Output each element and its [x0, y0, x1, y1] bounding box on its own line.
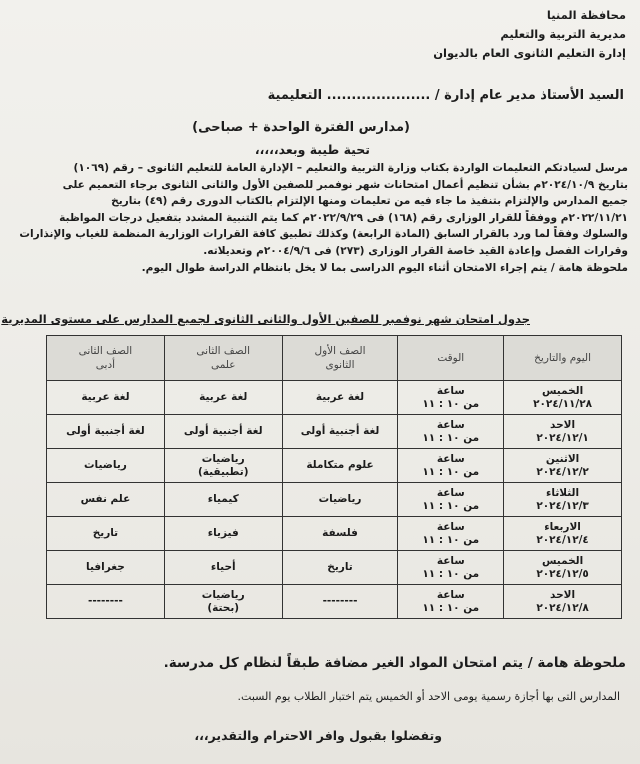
cell-grade2-science: أحياء: [164, 551, 282, 585]
table-title: جدول امتحان شهر نوفمبر للصفين الأول والثانى الثانوى لجميع المدارس على مستوى المديرية: [1, 312, 530, 326]
cell-grade1: علوم متكاملة: [282, 449, 398, 483]
body-line: بتاريخ ٢٠٢٤/١٠/٩م بشأن تنظيم أعمال امتحانات شهر نوفمبر للصفين الأول والثانى الثانوى برجاء التعميم على: [62, 178, 628, 191]
cell-grade2-literary: تاريخ: [47, 517, 165, 551]
cell-grade2-science: كيمياء: [164, 483, 282, 517]
cell-grade2-science: رياضيات (بحتة): [164, 585, 282, 619]
header-time: الوقت: [398, 336, 504, 381]
cell-grade2-literary: جغرافيا: [47, 551, 165, 585]
cell-day-date: الخميس ٢٠٢٤/١١/٢٨: [504, 381, 622, 415]
table-row: [47, 483, 622, 517]
cell-grade1: لغة أجنبية أولى: [282, 415, 398, 449]
body-line: جميع المدارس والإلتزام بتنفيذ ما جاء فيه من تعليمات ومنها الإلتزام بالكتاب الدورى رقم (٤٩) بتاريخ: [111, 195, 628, 208]
table-row: [47, 517, 622, 551]
cell-time: ساعة من ١٠ : ١١: [398, 449, 504, 483]
body-note: ملحوظة هامة / يتم إجراء الامتحان أثناء اليوم الدراسى بما لا يخل بانتظام الدراسة طوال اليوم.: [141, 261, 628, 274]
letter-body: [14, 160, 628, 276]
cell-grade1: لغة عربية: [282, 381, 398, 415]
schools-subtitle: (مدارس الفترة الواحدة + صباحى): [192, 120, 410, 135]
body-line: مرسل لسيادتكم التعليمات الواردة بكتاب وزارة التربية والتعليم – الإدارة العامة للتعليم الثانوى – رقم (١٠٦٩): [73, 162, 628, 174]
letterhead-governorate: محافظة المنيا: [546, 8, 626, 22]
body-line: ٢٠٢٢/١١/٢١م ووفقاً للقرار الوزارى رقم (١٦٨) فى ٢٠٢٢/٩/٢٩م كما يتم التنبية المشدد بتفعيل درجات المواظبة: [59, 211, 628, 224]
letterhead-department: إدارة التعليم الثانوى العام بالديوان: [433, 46, 626, 60]
holiday-note: المدارس التى بها أجازة رسمية يومى الاحد أو الخميس يتم اختبار الطلاب يوم السبت.: [237, 690, 620, 703]
cell-time: ساعة من ١٠ : ١١: [398, 483, 504, 517]
header-grade2-science: الصف الثانى علمى: [164, 336, 282, 381]
cell-grade1: فلسفة: [282, 517, 398, 551]
cell-grade2-literary: لغة أجنبية أولى: [47, 415, 165, 449]
header-grade2-literary: الصف الثانى أدبى: [47, 336, 165, 381]
table-header-row: [47, 336, 622, 381]
cell-grade2-literary: --------: [47, 585, 165, 619]
cell-grade1: رياضيات: [282, 483, 398, 517]
table-row: [47, 449, 622, 483]
closing-line: وتفضلوا بقبول وافر الاحترام والتقدير،،،: [194, 728, 442, 743]
cell-grade2-science: فيزياء: [164, 517, 282, 551]
header-day: اليوم والتاريخ: [504, 336, 622, 381]
cell-grade2-literary: لغة عربية: [47, 381, 165, 415]
cell-grade2-literary: رياضيات: [47, 449, 165, 483]
letterhead-directorate: مديرية التربية والتعليم: [500, 27, 626, 41]
header-grade1: الصف الأول الثانوى: [282, 336, 398, 381]
greeting: تحية طيبة وبعد،،،،،: [254, 142, 370, 157]
cell-day-date: الاحد ٢٠٢٤/١٢/١: [504, 415, 622, 449]
cell-grade2-science: رياضيات (تطبيقية): [164, 449, 282, 483]
body-line: والسلوك وفقاً لما ورد بالقرار السابق (المادة الرابعة) وكذلك تطبيق كافة القرارات الوزارية المنظمة للغياب والإنذارات: [19, 228, 628, 241]
exam-schedule-table: [46, 335, 622, 619]
cell-time: ساعة من ١٠ : ١١: [398, 517, 504, 551]
cell-time: ساعة من ١٠ : ١١: [398, 381, 504, 415]
cell-time: ساعة من ١٠ : ١١: [398, 551, 504, 585]
addressee-line: السيد الأستاذ مدير عام إدارة / ..................... التعليمية: [267, 88, 624, 103]
letterhead: [433, 6, 626, 63]
cell-time: ساعة من ١٠ : ١١: [398, 415, 504, 449]
table-row: [47, 415, 622, 449]
cell-time: ساعة من ١٠ : ١١: [398, 585, 504, 619]
table-row: [47, 551, 622, 585]
cell-grade2-literary: علم نفس: [47, 483, 165, 517]
cell-grade2-science: لغة أجنبية أولى: [164, 415, 282, 449]
cell-day-date: الثلاثاء ٢٠٢٤/١٢/٣: [504, 483, 622, 517]
cell-day-date: الاثنين ٢٠٢٤/١٢/٢: [504, 449, 622, 483]
cell-day-date: الاحد ٢٠٢٤/١٢/٨: [504, 585, 622, 619]
body-line: وقرارات الفصل وإعادة القيد خاصة القرار الوزارى (٢٧٣) فى ٢٠٠٤/٩/٦م وتعديلاته.: [203, 244, 628, 257]
important-note: ملحوظة هامة / يتم امتحان المواد الغير مضافة طبقاً لنظام كل مدرسة.: [163, 655, 626, 671]
cell-grade1: --------: [282, 585, 398, 619]
cell-day-date: الاربعاء ٢٠٢٤/١٢/٤: [504, 517, 622, 551]
cell-grade2-science: لغة عربية: [164, 381, 282, 415]
cell-day-date: الخميس ٢٠٢٤/١٢/٥: [504, 551, 622, 585]
cell-grade1: تاريخ: [282, 551, 398, 585]
table-row: [47, 381, 622, 415]
table-row: [47, 585, 622, 619]
